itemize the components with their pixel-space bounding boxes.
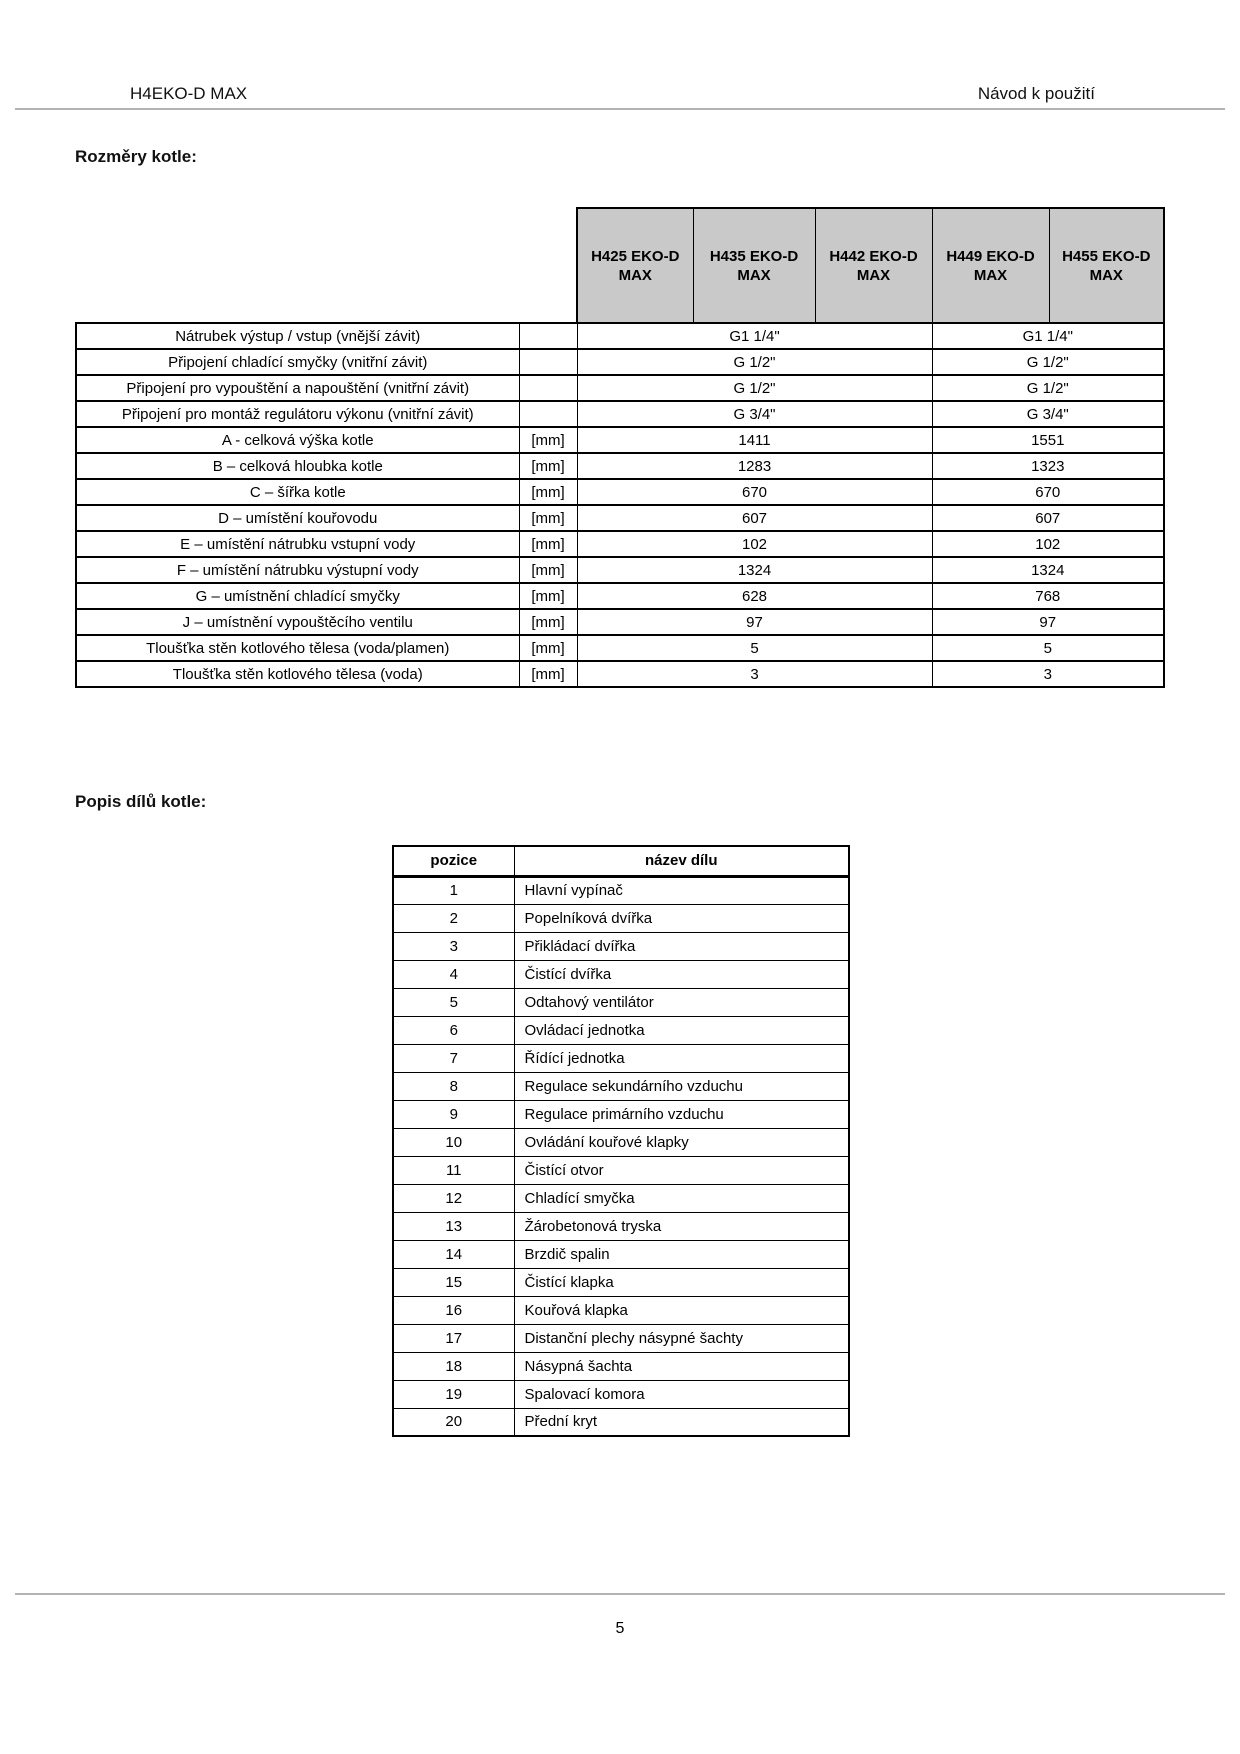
part-name-cell: Popelníková dvířka xyxy=(514,904,849,932)
part-name-cell: Násypná šachta xyxy=(514,1352,849,1380)
dim-value-large-models: G1 1/4" xyxy=(932,323,1164,349)
part-name-cell: Regulace sekundárního vzduchu xyxy=(514,1072,849,1100)
part-row xyxy=(393,1352,849,1380)
part-pos-cell: 13 xyxy=(393,1212,514,1240)
part-pos-cell: 15 xyxy=(393,1268,514,1296)
dim-unit-cell: [mm] xyxy=(519,427,577,453)
dimension-row xyxy=(76,427,1164,453)
part-pos-cell: 9 xyxy=(393,1100,514,1128)
dim-label-cell: Tloušťka stěn kotlového tělesa (voda/plamen) xyxy=(76,635,519,661)
part-name-cell: Distanční plechy násypné šachty xyxy=(514,1324,849,1352)
dim-unit-cell xyxy=(519,349,577,375)
dim-value-small-models: 102 xyxy=(577,531,932,557)
header-manual-title: Návod k použití xyxy=(977,84,1095,103)
dim-unit-cell xyxy=(519,323,577,349)
part-pos-cell: 12 xyxy=(393,1184,514,1212)
part-row xyxy=(393,1296,849,1324)
part-pos-cell: 2 xyxy=(393,904,514,932)
dim-value-small-models: 1324 xyxy=(577,557,932,583)
dim-unit-cell: [mm] xyxy=(519,531,577,557)
dim-label-cell: C – šířka kotle xyxy=(76,479,519,505)
dim-label-cell: D – umístění kouřovodu xyxy=(76,505,519,531)
part-row xyxy=(393,1156,849,1184)
dim-unit-cell: [mm] xyxy=(519,557,577,583)
part-row xyxy=(393,876,849,904)
dimension-row xyxy=(76,505,1164,531)
dim-value-small-models: 97 xyxy=(577,609,932,635)
part-name-cell: Ovládání kouřové klapky xyxy=(514,1128,849,1156)
part-row xyxy=(393,1100,849,1128)
dimension-row xyxy=(76,635,1164,661)
part-row xyxy=(393,904,849,932)
part-row xyxy=(393,1240,849,1268)
dim-value-large-models: 1551 xyxy=(932,427,1164,453)
dimension-row xyxy=(76,531,1164,557)
dim-value-large-models: 3 xyxy=(932,661,1164,687)
dim-value-small-models: G 1/2" xyxy=(577,375,932,401)
dimensions-table xyxy=(75,207,1165,688)
dim-label-cell: J – umístnění vypouštěcího ventilu xyxy=(76,609,519,635)
part-row xyxy=(393,932,849,960)
dim-value-large-models: G 1/2" xyxy=(932,349,1164,375)
part-name-cell: Čistící klapka xyxy=(514,1268,849,1296)
page-number: 5 xyxy=(615,1620,625,1637)
model-column-header: H425 EKO-D MAX xyxy=(577,208,693,323)
part-row xyxy=(393,1408,849,1436)
dim-value-small-models: G1 1/4" xyxy=(577,323,932,349)
dim-value-small-models: 3 xyxy=(577,661,932,687)
dimension-row xyxy=(76,479,1164,505)
dim-label-cell: Nátrubek výstup / vstup (vnější závit) xyxy=(76,323,519,349)
parts-col-position-header: pozice xyxy=(393,846,514,876)
part-pos-cell: 17 xyxy=(393,1324,514,1352)
part-pos-cell: 10 xyxy=(393,1128,514,1156)
part-pos-cell: 3 xyxy=(393,932,514,960)
dim-label-cell: Připojení pro montáž regulátoru výkonu (vnitřní závit) xyxy=(76,401,519,427)
part-row xyxy=(393,1072,849,1100)
dimension-row xyxy=(76,401,1164,427)
dim-label-cell: B – celková hloubka kotle xyxy=(76,453,519,479)
part-row xyxy=(393,1212,849,1240)
dim-unit-cell xyxy=(519,401,577,427)
dim-label-cell: E – umístění nátrubku vstupní vody xyxy=(76,531,519,557)
part-name-cell: Kouřová klapka xyxy=(514,1296,849,1324)
part-name-cell: Čistící dvířka xyxy=(514,960,849,988)
part-name-cell: Odtahový ventilátor xyxy=(514,988,849,1016)
part-name-cell: Žárobetonová tryska xyxy=(514,1212,849,1240)
dim-value-large-models: G 3/4" xyxy=(932,401,1164,427)
dim-value-small-models: 1283 xyxy=(577,453,932,479)
part-name-cell: Řídící jednotka xyxy=(514,1044,849,1072)
part-row xyxy=(393,1128,849,1156)
parts-table xyxy=(392,845,850,1437)
part-pos-cell: 11 xyxy=(393,1156,514,1184)
dimension-row xyxy=(76,349,1164,375)
dim-value-large-models: 768 xyxy=(932,583,1164,609)
part-row xyxy=(393,1044,849,1072)
dim-value-large-models: 102 xyxy=(932,531,1164,557)
dim-value-small-models: 628 xyxy=(577,583,932,609)
part-pos-cell: 18 xyxy=(393,1352,514,1380)
part-pos-cell: 20 xyxy=(393,1408,514,1436)
part-row xyxy=(393,1324,849,1352)
part-row xyxy=(393,988,849,1016)
part-pos-cell: 16 xyxy=(393,1296,514,1324)
dimension-row xyxy=(76,583,1164,609)
dimension-row xyxy=(76,375,1164,401)
part-name-cell: Přední kryt xyxy=(514,1408,849,1436)
part-name-cell: Chladící smyčka xyxy=(514,1184,849,1212)
dim-label-cell: A - celková výška kotle xyxy=(76,427,519,453)
dim-value-small-models: 5 xyxy=(577,635,932,661)
model-column-header: H435 EKO-D MAX xyxy=(693,208,815,323)
dim-label-cell: F – umístění nátrubku výstupní vody xyxy=(76,557,519,583)
dim-value-small-models: G 3/4" xyxy=(577,401,932,427)
dim-value-large-models: 1323 xyxy=(932,453,1164,479)
part-pos-cell: 7 xyxy=(393,1044,514,1072)
footer-divider xyxy=(15,1593,1225,1595)
dimension-row xyxy=(76,453,1164,479)
part-pos-cell: 14 xyxy=(393,1240,514,1268)
dimensions-header-row xyxy=(76,208,1164,323)
part-row xyxy=(393,1268,849,1296)
dim-value-large-models: 5 xyxy=(932,635,1164,661)
part-pos-cell: 5 xyxy=(393,988,514,1016)
part-pos-cell: 4 xyxy=(393,960,514,988)
model-column-header: H449 EKO-D MAX xyxy=(932,208,1049,323)
parts-col-name-header: název dílu xyxy=(514,846,849,876)
dim-label-cell: G – umístnění chladící smyčky xyxy=(76,583,519,609)
dim-label-cell: Připojení chladící smyčky (vnitřní závit) xyxy=(76,349,519,375)
dimension-row xyxy=(76,557,1164,583)
part-row xyxy=(393,1184,849,1212)
dim-unit-cell: [mm] xyxy=(519,661,577,687)
dim-value-large-models: 1324 xyxy=(932,557,1164,583)
dimension-row xyxy=(76,609,1164,635)
header-spacer-cell xyxy=(76,208,577,323)
part-pos-cell: 6 xyxy=(393,1016,514,1044)
dim-value-large-models: G 1/2" xyxy=(932,375,1164,401)
part-name-cell: Čistící otvor xyxy=(514,1156,849,1184)
part-name-cell: Hlavní vypínač xyxy=(514,876,849,904)
part-pos-cell: 19 xyxy=(393,1380,514,1408)
dimensions-section-title: Rozměry kotle: xyxy=(75,147,197,166)
dim-unit-cell: [mm] xyxy=(519,479,577,505)
part-name-cell: Brzdič spalin xyxy=(514,1240,849,1268)
dim-value-large-models: 607 xyxy=(932,505,1164,531)
dim-unit-cell: [mm] xyxy=(519,453,577,479)
parts-header-row xyxy=(393,846,849,876)
parts-section-title: Popis dílů kotle: xyxy=(75,792,207,811)
dim-unit-cell: [mm] xyxy=(519,583,577,609)
dim-value-small-models: G 1/2" xyxy=(577,349,932,375)
dimension-row xyxy=(76,323,1164,349)
model-column-header: H442 EKO-D MAX xyxy=(815,208,932,323)
dim-unit-cell: [mm] xyxy=(519,609,577,635)
part-name-cell: Ovládací jednotka xyxy=(514,1016,849,1044)
header-divider xyxy=(15,108,1225,110)
dimension-row xyxy=(76,661,1164,687)
dim-value-small-models: 1411 xyxy=(577,427,932,453)
dim-value-small-models: 670 xyxy=(577,479,932,505)
part-row xyxy=(393,1380,849,1408)
dim-unit-cell xyxy=(519,375,577,401)
part-row xyxy=(393,960,849,988)
dim-unit-cell: [mm] xyxy=(519,635,577,661)
dim-value-small-models: 607 xyxy=(577,505,932,531)
header-model-name: H4EKO-D MAX xyxy=(130,84,248,103)
part-pos-cell: 1 xyxy=(393,876,514,904)
part-name-cell: Regulace primárního vzduchu xyxy=(514,1100,849,1128)
part-row xyxy=(393,1016,849,1044)
dim-label-cell: Připojení pro vypouštění a napouštění (vnitřní závit) xyxy=(76,375,519,401)
dim-label-cell: Tloušťka stěn kotlového tělesa (voda) xyxy=(76,661,519,687)
model-column-header: H455 EKO-D MAX xyxy=(1049,208,1164,323)
part-name-cell: Přikládací dvířka xyxy=(514,932,849,960)
part-name-cell: Spalovací komora xyxy=(514,1380,849,1408)
dim-unit-cell: [mm] xyxy=(519,505,577,531)
part-pos-cell: 8 xyxy=(393,1072,514,1100)
dim-value-large-models: 670 xyxy=(932,479,1164,505)
dim-value-large-models: 97 xyxy=(932,609,1164,635)
